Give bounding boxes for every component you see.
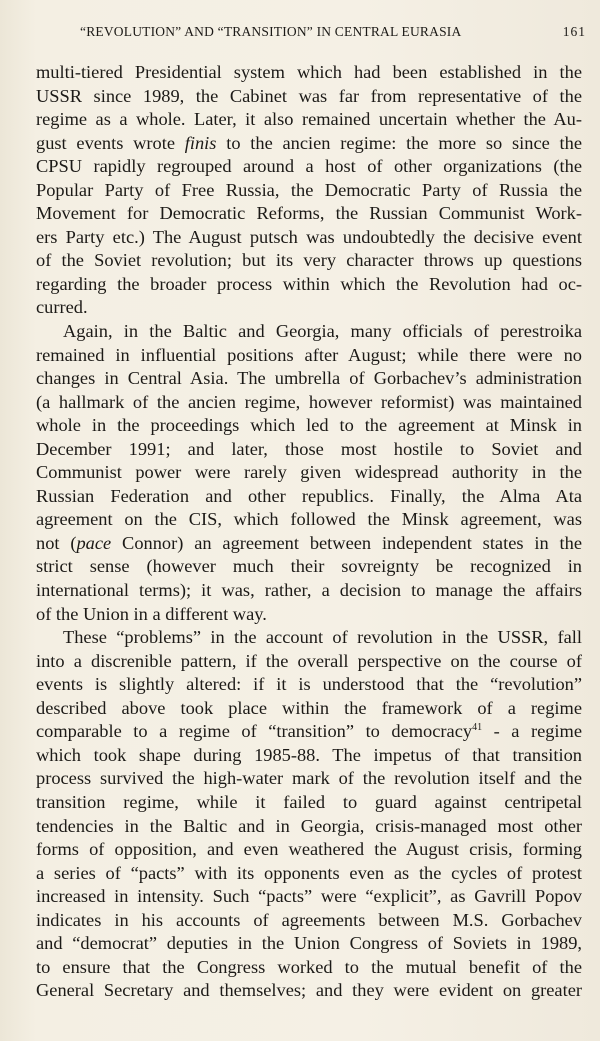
text-line: These “problems” in the account of revolution in the USSR, fall (63, 627, 582, 648)
text-line: changes in Central Asia. The umbrella of Gorbachev’s administration (36, 368, 582, 389)
text-line: remained in influential positions after August; while there were no (36, 344, 582, 365)
text-line: to ensure that the Congress worked to the mutual benefit of the (36, 956, 582, 977)
text-line: tendencies in the Baltic and in Georgia, crisis-managed most other (36, 815, 582, 836)
text-line (36, 132, 582, 156)
text-line: multi-tiered Presidential system which had been established in the (36, 62, 582, 82)
text-line: increased in intensity. Such “pacts” were “explicit”, as Gavrill Popov (36, 886, 582, 907)
text-run: - a regime (482, 721, 583, 742)
text-line: Popular Party of Free Russia, the Democratic Party of Russia the (36, 179, 582, 200)
text-line: CPSU rapidly regrouped around a host of other organizations (the (36, 156, 582, 177)
text-run: gust events wrote (36, 132, 185, 153)
text-line: transition regime, while it failed to guard against centripetal (36, 791, 582, 812)
text-line: into a discrenible pattern, if the overall perspective on the course of (36, 650, 582, 671)
text-line: forms of opposition, and even weathered the August crisis, forming (36, 839, 582, 860)
text-line: Russian Federation and other republics. Finally, the Alma Ata (36, 485, 582, 506)
text-line: agreement on the CIS, which followed the Minsk agreement, was (36, 509, 582, 530)
running-head (60, 24, 586, 44)
text-line: Communist power were rarely given widespread authority in the (36, 462, 582, 483)
text-line: regarding the broader process within which the Revolution had oc- (36, 273, 582, 294)
paragraph (36, 61, 582, 320)
text-line: which took shape during 1985-88. The impetus of that transition (36, 744, 582, 765)
italic-term: pace (76, 532, 112, 553)
body-text (36, 61, 582, 1003)
text-run: Connor) an agreement between independent states in the (111, 532, 582, 553)
text-line: process survived the high-water mark of the revolution itself and the (36, 768, 582, 789)
text-line: Again, in the Baltic and Georgia, many officials of perestroika (63, 321, 582, 342)
footnote-marker: 41 (472, 722, 483, 734)
text-line (36, 532, 582, 556)
text-line: described above took place within the framework of a regime (36, 697, 582, 718)
text-line: of the Union in a different way. (36, 603, 267, 624)
running-head-title: “REVOLUTION” AND “TRANSITION” IN CENTRAL EURASIA (80, 24, 462, 39)
italic-term: finis (184, 132, 217, 153)
text-line: international terms); it was, rather, a decision to manage the affairs (36, 580, 582, 601)
text-run: to the ancien regime: the more so since the (216, 132, 582, 153)
text-line: strict sense (however much their sovreignty be recognized in (36, 556, 582, 577)
text-line: indicates in his accounts of agreements between M.S. Gorbachev (36, 909, 582, 930)
text-line (36, 720, 582, 744)
page-number: 161 (562, 24, 586, 39)
text-line: General Secretary and themselves; and they were evident on greater (36, 980, 582, 1001)
text-line: December 1991; and later, those most hostile to Soviet and (36, 438, 582, 459)
text-line: USSR since 1989, the Cabinet was far from representative of the (36, 85, 582, 106)
text-line: of the Soviet revolution; but its very character throws up questions (36, 250, 582, 271)
text-line: Movement for Democratic Reforms, the Russian Communist Work- (36, 203, 582, 224)
text-line: events is slightly altered: if it is understood that the “revolution” (36, 674, 582, 695)
text-line: (a hallmark of the ancien regime, however reformist) was maintained (36, 391, 582, 412)
text-line: and “democrat” deputies in the Union Congress of Soviets in 1989, (36, 933, 582, 954)
text-line: whole in the proceedings which led to the agreement at Minsk in (36, 415, 582, 436)
text-run: comparable to a regime of “transition” to democracy (36, 721, 473, 742)
text-line: ers Party etc.) The August putsch was undoubtedly the decisive event (36, 226, 582, 247)
text-line: a series of “pacts” with its opponents even as the cycles of protest (36, 862, 582, 883)
text-run: not ( (36, 532, 77, 553)
paragraph (36, 320, 582, 626)
paragraph (36, 626, 582, 1003)
text-line: curred. (36, 297, 88, 318)
text-line: regime as a whole. Later, it also remained uncertain whether the Au- (36, 109, 582, 130)
